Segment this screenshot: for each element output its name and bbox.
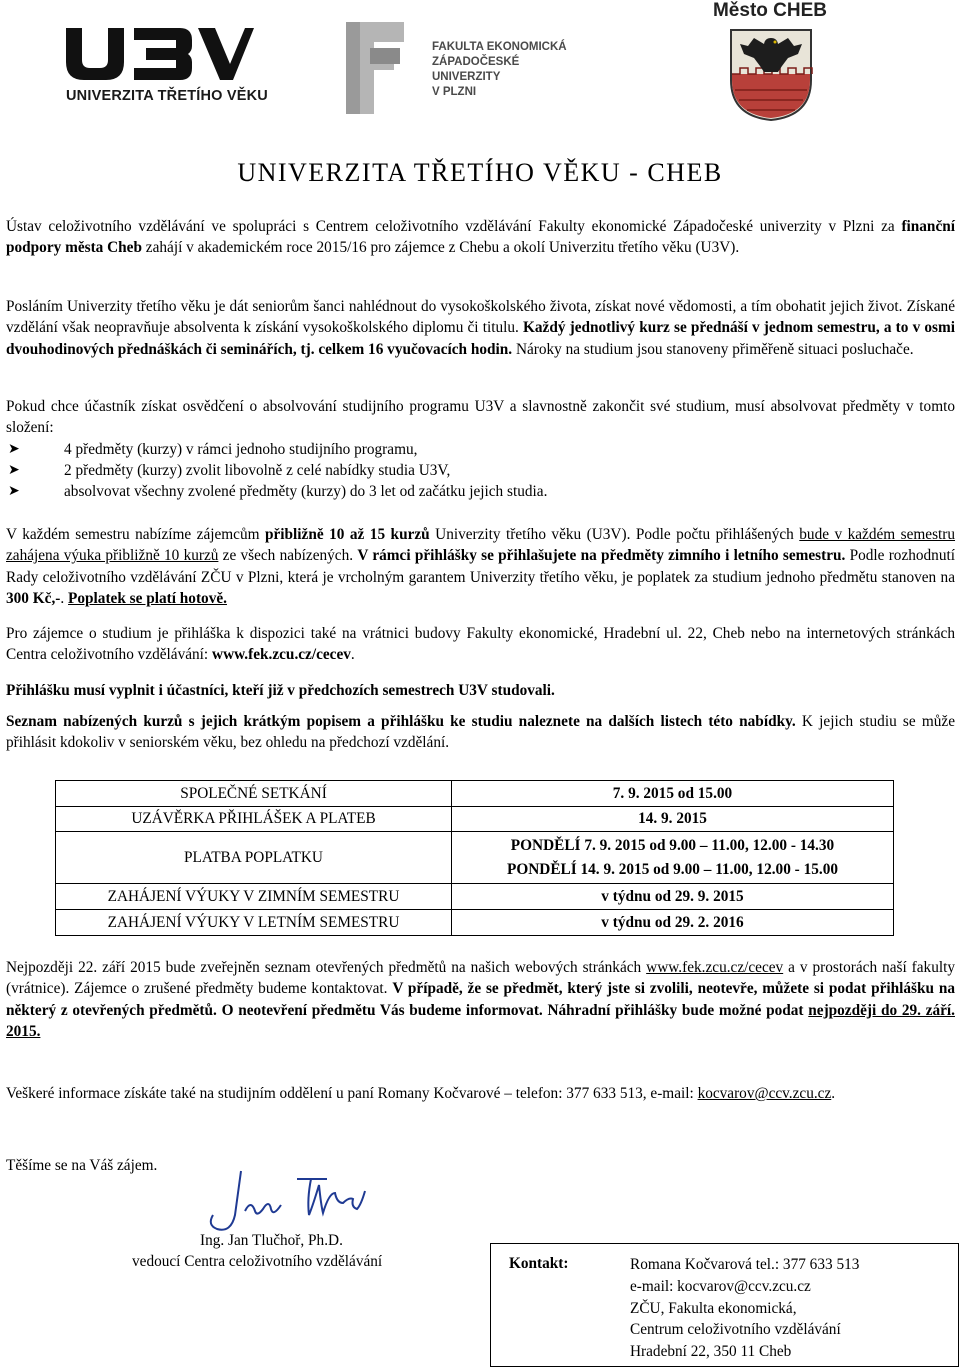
fek-line-3: UNIVERZITY	[432, 71, 501, 83]
arrowhead-icon: ➤	[8, 441, 20, 457]
contact-box	[490, 1243, 959, 1367]
intro-text: Ústav celoživotního vzdělávání ve spolupráci s Centrem celoživotního vzdělávání Fakulty ekonomické Západočeské univerzity v Plzni za	[6, 218, 902, 235]
contact-centre: Centrum celoživotního vzdělávání	[630, 1321, 841, 1339]
course-list-paragraph: Seznam nabízených kurzů s jejich krátkým popisem a přihlášku ke studiu naleznete na dalších listech této nabídky. K jejich studiu se může přihlásit kdokoliv v seniorském věku, bez ohledu na předchozí vzdělání.	[6, 713, 955, 752]
course-count: přibližně 10 až 15 kurzů	[265, 526, 430, 543]
courses-paragraph: V každém semestru nabízíme zájemcům přibližně 10 až 15 kurzů Univerzity třetího věku (U3V). Podle počtu přihlášených bude v každém semestru zahájena výuka přibližně 10 kurzů ze všech nabízených. V rámci přihlášky se přihlašujete na předměty zimního i letního semestru. Podle rozhodnutí Rady celoživotního vzdělávání ZČU v Plzni, která je vrcholným garantem Univerzity třetího věku, je poplatek za studium jednoho předmětu stanoven na 300 Kč,-. Poplatek se platí hotově.	[6, 526, 956, 607]
mission-text: Posláním Univerzity třetího věku je dát seniorům šanci nahlédnout do vysokoškolského života, získat nové vědomosti, a tím obohatit jejich život. Získané vzdělání však neopravňuje absolventa k získání vysokoškolského diplomu či titulu.	[6, 298, 955, 337]
u3v-logo	[64, 26, 268, 108]
mission-text-end: Nároky na studium jsou stanoveny přiměřeně situaci posluchače.	[512, 340, 914, 358]
contact-address: Hradební 22, 350 11 Cheb	[630, 1343, 792, 1361]
schedule-value: 7. 9. 2015 od 15.00	[452, 781, 894, 807]
fek-line-2: ZÁPADOČESKÉ	[432, 56, 520, 68]
certificate-intro: Pokud chce účastník získat osvědčení o absolvování studijního programu U3V a slavnostně zakončit své studium, musí absolvovat předměty v tomto složení:	[6, 398, 955, 437]
mission-course-format: Každý jednotlivý kurz se přednáší v jednom semestru, a to v osmi dvouhodinových přednáškách či seminářích, tj. celkem 16 vyučovacích hodin.	[6, 319, 955, 358]
handwritten-signature	[205, 1165, 390, 1237]
email-link[interactable]: kocvarov@ccv.zcu.cz	[697, 1085, 832, 1102]
fek-logo-text	[432, 40, 567, 100]
intro-funding: finanční podpory města Cheb	[6, 218, 955, 257]
arrowhead-icon: ➤	[8, 462, 20, 478]
schedule-label: ZAHÁJENÍ VÝUKY V ZIMNÍM SEMESTRU	[56, 884, 452, 910]
contact-email: e-mail: kocvarov@ccv.zcu.cz	[630, 1277, 811, 1295]
schedule-label: PLATBA POPLATKU	[56, 832, 452, 884]
fek-line-4: V PLZNI	[432, 86, 477, 98]
fee-cash-note: Poplatek se platí hotově.	[68, 589, 227, 607]
cheb-coat-of-arms-icon	[729, 28, 813, 122]
publication-paragraph: Nejpozději 22. září 2015 bude zveřejněn seznam otevřených předmětů na našich webových stránkách www.fek.zcu.cz/cecev a v prostorách naší fakulty (vrátnice). Zájemce o zrušené předměty budeme kontaktovat. V případě, že se předmět, který jste si zvolili, neotevře, můžete si podat přihlášku na některý z otevřených předmětů. O neotevření předmětu Vás budeme informovat. Náhradní přihlášky bude možné podat nejpozději do 29. září. 2015.	[6, 959, 956, 1040]
signatory-role: vedoucí Centra celoživotního vzdělávání	[132, 1253, 383, 1270]
schedule-label: ZAHÁJENÍ VÝUKY V LETNÍM SEMESTRU	[56, 910, 452, 936]
cheb-name: Město CHEB	[712, 0, 827, 21]
list-item: ➤ absolvovat všechny zvolené předměty (kurzy) do 3 let od začátku jejich studia.	[6, 481, 955, 502]
application-paragraph: Pro zájemce o studium je přihláška k dispozici také na vrátnici budovy Fakulty ekonomické, Hradební ul. 22, Cheb nebo na internetových stránkách Centra celoživotního vzdělávání: www.fek.zcu.cz/cecev.	[6, 625, 955, 664]
contact-label: Kontakt:	[509, 1255, 569, 1272]
fee-amount: 300 Kč,-	[6, 589, 61, 607]
certificate-paragraph	[6, 396, 955, 502]
fek-logo-mark	[342, 18, 412, 118]
arrowhead-icon: ➤	[8, 484, 20, 500]
payment-slot-2: PONDĚLÍ 14. 9. 2015 od 9.00 – 11.00, 12.00 - 15.00	[506, 860, 839, 878]
website-link[interactable]: www.fek.zcu.cz/cecev	[646, 959, 784, 976]
requirements-list	[6, 439, 955, 503]
signatory-name: Ing. Jan Tlučhoř, Ph.D.	[200, 1232, 343, 1249]
returning-note: Přihlášku musí vyplnit i účastníci, kteří již v předchozích semestrech U3V studovali.	[6, 682, 555, 699]
unopened-course-note: V případě, že se předmět, který jste si zvolili, neotevře, můžete si podat přihlášku na některý z otevřených předmětů. O neotevření předmětu Vás budeme informovat. Náhradní přihlášky bude možné podat	[6, 980, 955, 1019]
website-url: www.fek.zcu.cz/cecev	[212, 646, 351, 664]
closing-line: Těšíme se na Váš zájem.	[6, 1157, 158, 1174]
payment-slot-1: PONDĚLÍ 7. 9. 2015 od 9.00 – 11.00, 12.00 - 14.30	[510, 836, 835, 854]
page-title: UNIVERZITA TŘETÍHO VĚKU - CHEB	[237, 158, 723, 187]
table-row	[56, 781, 894, 807]
intro-paragraph	[6, 216, 955, 259]
schedule-label: SPOLEČNÉ SETKÁNÍ	[56, 781, 452, 807]
table-row	[56, 884, 894, 910]
opened-courses: bude v každém semestru zahájena výuka přibližně 10 kurzů	[6, 526, 956, 565]
mission-paragraph	[6, 296, 955, 360]
fek-logo	[342, 18, 572, 118]
schedule-table	[55, 780, 894, 936]
intro-text-end: zahájí v akademickém roce 2015/16 pro zájemce z Chebu a okolí Univerzitu třetího věku (U3V).	[141, 239, 740, 257]
info-paragraph: Veškeré informace získáte také na studijním oddělení u paní Romany Kočvarové – telefon: 377 633 513, e-mail: kocvarov@ccv.zcu.cz.	[6, 1085, 836, 1102]
list-item: ➤ 2 předměty (kurzy) zvolit libovolně z celé nabídky studia U3V,	[6, 460, 955, 481]
table-row	[56, 832, 894, 884]
contact-phone: Romana Kočvarová tel.: 377 633 513	[630, 1256, 860, 1273]
schedule-value: v týdnu od 29. 9. 2015	[452, 884, 894, 910]
schedule-value: 14. 9. 2015	[452, 807, 894, 832]
contact-faculty: ZČU, Fakulta ekonomická,	[630, 1299, 797, 1317]
schedule-value	[452, 832, 894, 884]
u3v-logo-mark	[64, 26, 254, 82]
cheb-logo	[690, 0, 850, 125]
semester-note: V rámci přihlášky se přihlašujete na předměty zimního i letního semestru.	[357, 547, 846, 565]
u3v-subtitle: UNIVERZITA TŘETÍHO VĚKU	[66, 88, 268, 104]
schedule-label: UZÁVĚRKA PŘIHLÁŠEK A PLATEB	[56, 807, 452, 832]
schedule-value: v týdnu od 29. 2. 2016	[452, 910, 894, 936]
fek-line-1: FAKULTA EKONOMICKÁ	[432, 41, 567, 53]
contact-details	[630, 1254, 859, 1363]
replacement-deadline: nejpozději do 29. září. 2015.	[6, 1001, 955, 1040]
table-row	[56, 910, 894, 936]
table-row	[56, 807, 894, 832]
list-item: ➤ 4 předměty (kurzy) v rámci jednoho studijního programu,	[6, 439, 955, 460]
